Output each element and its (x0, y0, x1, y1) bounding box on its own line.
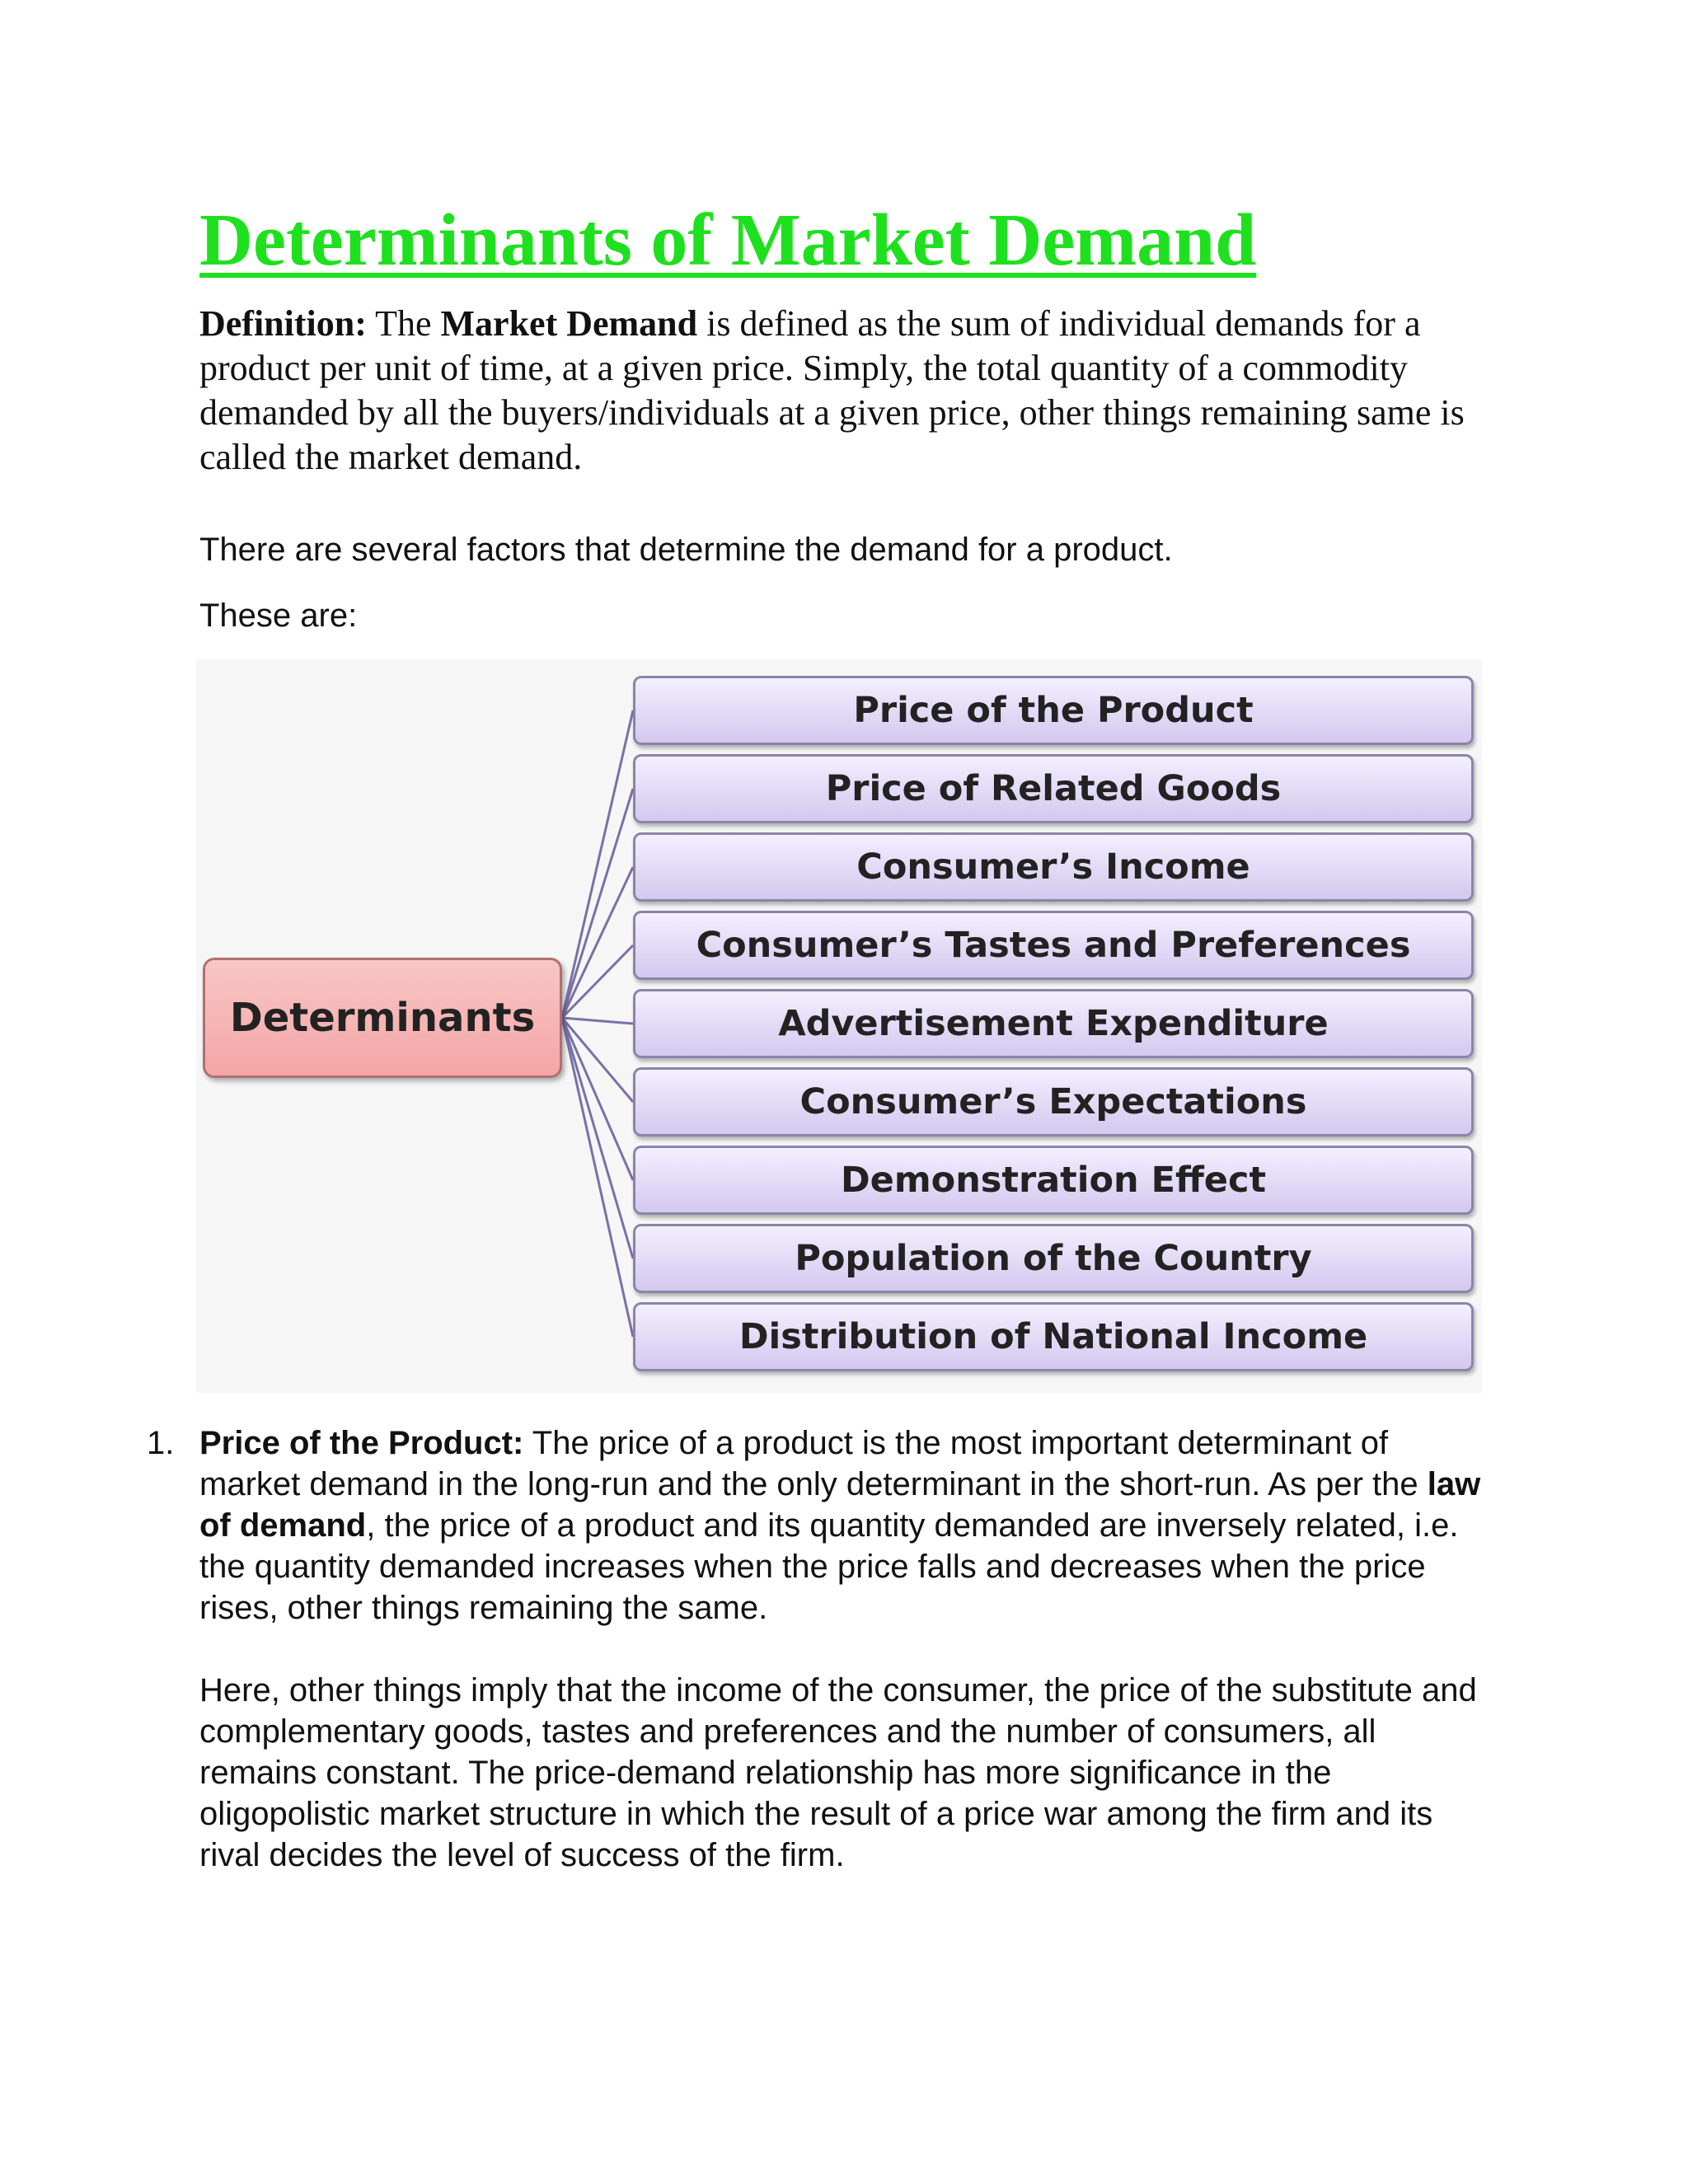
determinant-item: Consumer’s Expectations (633, 1067, 1474, 1137)
intro-text-2: These are: (199, 598, 358, 634)
connector-line (562, 1018, 633, 1180)
determinant-item: Consumer’s Tastes and Preferences (633, 911, 1474, 980)
connector-line (562, 1018, 633, 1102)
section-text-2: , the price of a product and its quantity demanded are inversely related, i.e. the quantity demanded increases when the price falls and decreases when the price rises, other things remaining the same. (199, 1507, 1459, 1626)
connector-line (562, 1018, 633, 1258)
definition-paragraph (199, 302, 1502, 480)
section-heading: Price of the Product: (199, 1425, 524, 1461)
connector-line (562, 789, 633, 1018)
determinant-item: Distribution of National Income (633, 1302, 1474, 1371)
connector-line (562, 710, 633, 1018)
determinant-item: Advertisement Expenditure (633, 989, 1474, 1058)
definition-text-1: The (366, 303, 441, 344)
section-paragraph-2: Here, other things imply that the income of the consumer, the price of the substitute and complementary goods, tastes and preferences and the number of consumers, all remains constant. The price-demand relationship has more significance in the oligopolistic market structure in which the result of a price war among the firm and its rival decides the level of success of the firm. (199, 1672, 1477, 1873)
determinant-item: Demonstration Effect (633, 1146, 1474, 1215)
definition-text-2: is defined as the sum of individual demands for a product per unit of time, at a given price. Simply, the total quantity of a commodity demanded by all the buyers/individuals at a given price, other things remaining same is called the market demand. (199, 303, 1465, 477)
section-paragraph (199, 1422, 1485, 1629)
definition-term: Market Demand (440, 303, 698, 344)
intro-text: There are several factors that determine the demand for a product. (199, 532, 1173, 568)
section-text-1: The price of a product is the most important determinant of market demand in the long-run and the only determinant in the short-run. As per the (199, 1425, 1428, 1502)
connector-line (562, 867, 633, 1018)
determinant-list (633, 676, 1474, 1380)
determinant-item: Consumer’s Income (633, 832, 1474, 902)
determinants-diagram (196, 659, 1482, 1393)
list-number: 1. (147, 1425, 175, 1461)
definition-label: Definition: (199, 303, 367, 344)
root-node: Determinants (203, 958, 562, 1078)
determinant-item: Population of the Country (633, 1224, 1474, 1293)
page-title: Determinants of Market Demand (199, 199, 1257, 281)
determinant-item: Price of the Product (633, 676, 1474, 745)
determinant-item: Price of Related Goods (633, 754, 1474, 823)
connector-line (562, 1018, 633, 1024)
law-of-demand-term: law of demand (199, 1466, 1481, 1544)
connector-line (562, 1018, 633, 1337)
